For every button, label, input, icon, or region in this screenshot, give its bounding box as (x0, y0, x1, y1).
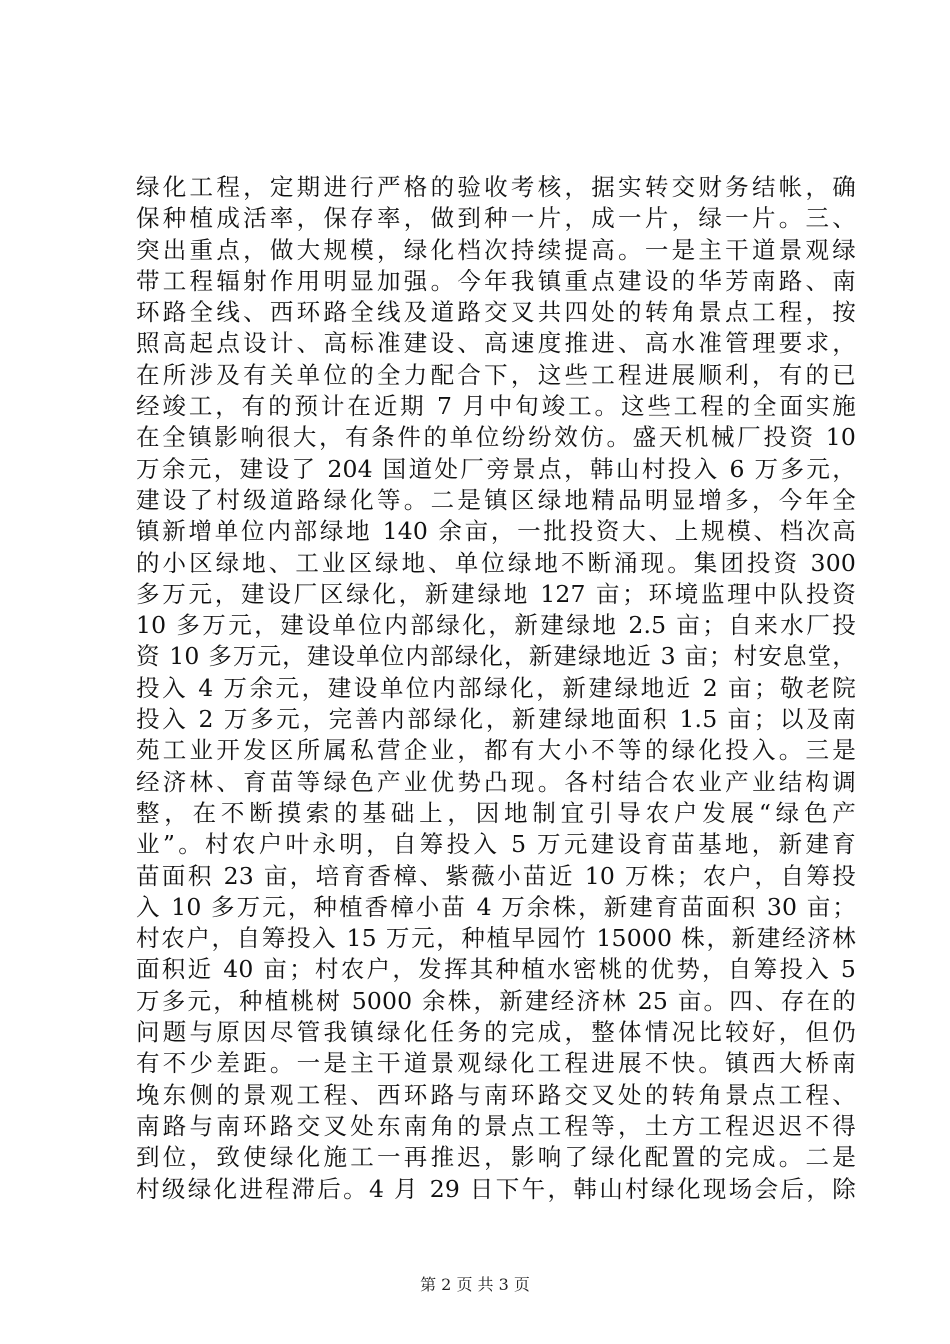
page-footer: 第 2 页 共 3 页 (420, 1275, 530, 1294)
text-line: 的小区绿地、工业区绿地、单位绿地不断涌现。集团投资 300 (136, 548, 856, 577)
text-line: 万余元，建设了 204 国道处厂旁景点，韩山村投入 6 万多元， (136, 454, 856, 483)
text-line: 突出重点，做大规模，绿化档次持续提高。一是主干道景观绿 (136, 235, 856, 264)
text-line: 苑工业开发区所属私营企业，都有大小不等的绿化投入。三是 (136, 736, 856, 765)
text-line: 万多元，种植桃树 5000 余株，新建经济林 25 亩。四、存在的 (136, 986, 856, 1015)
text-line: 堍东侧的景观工程、西环路与南环路交叉处的转角景点工程、 (136, 1080, 856, 1109)
text-line: 照高起点设计、高标准建设、高速度推进、高水准管理要求， (136, 329, 856, 358)
text-line: 在全镇影响很大，有条件的单位纷纷效仿。盛天机械厂投资 10 (136, 423, 857, 452)
text-line: 带工程辐射作用明显加强。今年我镇重点建设的华芳南路、南 (136, 266, 856, 295)
body-text (136, 172, 856, 1205)
text-line: 投入 2 万多元，完善内部绿化，新建绿地面积 1.5 亩；以及南 (136, 705, 856, 734)
text-line: 业”。村农户叶永明，自筹投入 5 万元建设育苗基地，新建育 (136, 830, 856, 859)
text-line: 问题与原因尽管我镇绿化任务的完成，整体情况比较好，但仍 (136, 1018, 856, 1047)
text-line: 村级绿化进程滞后。4 月 29 日下午，韩山村绿化现场会后，除 (136, 1174, 856, 1203)
text-line: 投入 4 万余元，建设单位内部绿化，新建绿地近 2 亩；敬老院 (136, 673, 856, 702)
text-line: 资 10 多万元，建设单位内部绿化，新建绿地近 3 亩；村安息堂， (136, 642, 856, 671)
text-line: 南路与南环路交叉处东南角的景点工程等，土方工程迟迟不得 (136, 1111, 856, 1140)
text-line: 面积近 40 亩；村农户，发挥其种植水密桃的优势，自筹投入 5 (136, 955, 856, 984)
text-line: 绿化工程，定期进行严格的验收考核，据实转交财务结帐，确 (136, 173, 856, 201)
text-line: 环路全线、西环路全线及道路交叉共四处的转角景点工程，按 (136, 298, 856, 327)
text-line: 经竣工，有的预计在近期 7 月中旬竣工。这些工程的全面实施 (136, 392, 856, 421)
text-line: 整，在不断摸索的基础上，因地制宜引导农户发展“绿色产 (136, 798, 856, 827)
text-line: 保种植成活率，保存率，做到种一片，成一片，绿一片。三、 (136, 204, 856, 233)
text-line: 入 10 多万元，种植香樟小苗 4 万余株，新建育苗面积 30 亩； (136, 892, 856, 921)
text-line: 有不少差距。一是主干道景观绿化工程进展不快。镇西大桥南 (136, 1049, 856, 1078)
text-line: 10 多万元，建设单位内部绿化，新建绿地 2.5 亩；自来水厂投 (136, 611, 856, 640)
text-line: 村农户，自筹投入 15 万元，种植早园竹 15000 株，新建经济林 (136, 924, 856, 953)
text-line: 建设了村级道路绿化等。二是镇区绿地精品明显增多，今年全 (136, 485, 856, 514)
text-line: 到位，致使绿化施工一再推迟，影响了绿化配置的完成。二是 (136, 1143, 856, 1172)
text-line: 镇新增单位内部绿地 140 余亩，一批投资大、上规模、档次高 (136, 517, 856, 546)
text-line: 苗面积 23 亩，培育香樟、紫薇小苗近 10 万株；农户，自筹投 (136, 861, 856, 890)
text-line: 在所涉及有关单位的全力配合下，这些工程进展顺利，有的已 (136, 360, 856, 389)
text-line: 经济林、育苗等绿色产业优势凸现。各村结合农业产业结构调 (136, 767, 856, 796)
text-line: 多万元，建设厂区绿化，新建绿地 127 亩；环境监理中队投资 (136, 579, 856, 608)
